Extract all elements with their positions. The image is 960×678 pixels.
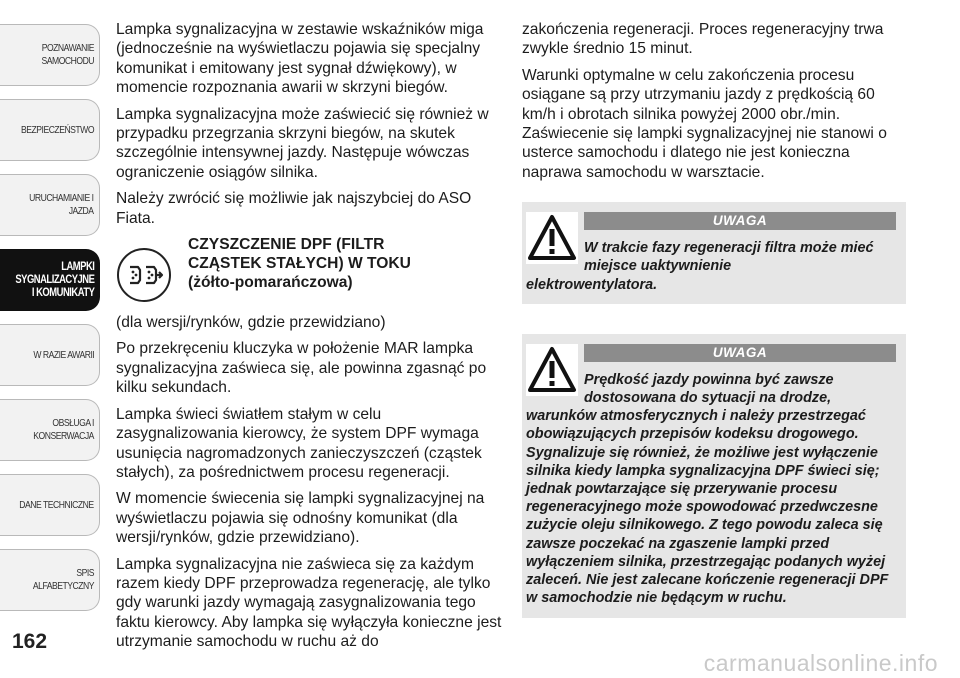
tab-lampki-sygnalizacyjne[interactable] xyxy=(0,249,100,311)
warning-box xyxy=(522,202,906,304)
warning-triangle-icon xyxy=(526,212,578,264)
tab-label: BEZPIECZEŃSTWO xyxy=(20,123,94,136)
page-number: 162 xyxy=(12,630,48,653)
dpf-filter-icon xyxy=(116,247,172,303)
section-title xyxy=(188,235,411,292)
paragraph: W momencie świecenia się lampki sygnalizacyjnej na wyświetlaczu pojawia się odnośny komunikat (dla wersji/rynków, gdzie przewidziano). xyxy=(116,490,485,547)
warning-box xyxy=(522,334,906,618)
warning-title: UWAGA xyxy=(584,344,896,362)
tab-label: DANE TECHNICZNE xyxy=(19,498,94,511)
warning-text: W trakcie fazy regeneracji filtra może mieć miejsce uaktywnienie xyxy=(584,240,874,275)
heading-line: CZĄSTEK STAŁYCH) W TOKU xyxy=(188,255,411,273)
tab-poznawanie-samochodu[interactable] xyxy=(0,24,100,86)
tab-label: POZNAWANIE SAMOCHODU xyxy=(41,42,94,67)
paragraph: zakończenia regeneracji. Proces regeneracyjny trwa zwykle średnio 15 minut. xyxy=(522,21,884,58)
warning-text: elektrowentylatora. xyxy=(526,276,658,293)
tab-spis-alfabetyczny[interactable] xyxy=(0,549,100,611)
right-column xyxy=(522,20,906,618)
tab-bezpieczenstwo[interactable] xyxy=(0,99,100,161)
tab-label: OBSŁUGA I KONSERWACJA xyxy=(33,417,94,442)
tab-w-razie-awarii[interactable] xyxy=(0,324,100,386)
warning-text: warunków atmosferycznych i należy przestrzegać obowiązujących przepisów kodeksu drogowego. Sygnalizuje się również, że możliwe jest wyłączenie silnika kiedy lampka sygnalizacyjna DPF świeci się; jednak powtarzające się przerywanie procesu regeneracyjnego może spowodować przedwczesne zużycie oleju silnikowego. Z tego powodu zaleca się zawsze poczekać na zgaszenie lampki przed wyłączeniem silnika, przestrzegając podanych wyżej zaleceń. Nie jest zalecane kończenie regeneracji DPF w samochodzie nie będącym w ruchu. xyxy=(526,408,889,607)
paragraph: (dla wersji/rynków, gdzie przewidziano) xyxy=(116,314,386,332)
paragraph: Lampka świeci światłem stałym w celu zasygnalizowania kierowcy, że system DPF wymaga usunięcia nagromadzonych zanieczyszczeń (cząstek stałych), za pośrednictwem procesu regeneracji. xyxy=(116,405,482,481)
heading-line: (żółto-pomarańczowa) xyxy=(188,274,353,292)
paragraph: Lampka sygnalizacyjna może zaświecić się również w przypadku przegrzania skrzyni biegów, na skutek szczególnie intensywnej jazdy. Następuje wówczas ograniczenie osiągów silnika. xyxy=(116,105,489,181)
paragraph: Po przekręceniu kluczyka w położenie MAR lampka sygnalizacyjna zaświeca się, ale powinna zgasnąć po kilku sekundach. xyxy=(116,340,487,397)
tab-dane-techniczne[interactable] xyxy=(0,474,100,536)
paragraph: Należy zwrócić się możliwie jak najszybciej do ASO Fiata. xyxy=(116,190,472,227)
tab-obsluga-i-konserwacja[interactable] xyxy=(0,399,100,461)
paragraph: Lampka sygnalizacyjna nie zaświeca się za każdym razem kiedy DPF przeprowadza regenerację, ale tylko gdy warunki jazdy wymagają zasygnalizowania tego faktu kierowcy. Aby lampka się wyłączyła konieczne jest utrzymanie samochodu w ruchu aż do xyxy=(116,555,502,651)
warning-text: Prędkość jazdy powinna być zawsze dostosowana do sytuacji na drodze, xyxy=(584,371,834,407)
tab-label: W RAZIE AWARII xyxy=(33,348,94,361)
warning-title: UWAGA xyxy=(584,212,896,230)
heading-line: CZYSZCZENIE DPF (FILTR xyxy=(188,236,385,254)
warning-triangle-icon xyxy=(526,344,578,396)
paragraph: Lampka sygnalizacyjna w zestawie wskaźników miga (jednocześnie na wyświetlaczu pojawia się specjalny komunikat i emitowany jest sygnał dźwiękowy), w momencie rozpoznania awarii w skrzyni biegów. xyxy=(116,21,484,97)
left-column xyxy=(116,20,502,659)
watermark: carmanualsonline.info xyxy=(703,650,938,676)
tab-label: URUCHAMIANIE I JAZDA xyxy=(29,192,94,217)
paragraph: Warunki optymalne w celu zakończenia procesu osiągane są przy utrzymaniu jazdy z prędkością 60 km/h i obrotach silnika powyżej 2000 obr./min. Zaświecenie się lampki sygnalizacyjnej nie stanowi o usterce samochodu i dlatego nie jest konieczna naprawa samochodu w warsztacie. xyxy=(522,66,887,181)
tab-label: LAMPKI SYGNALIZACYJNE I KOMUNIKATY xyxy=(14,260,94,299)
tab-label: SPIS ALFABETYCZNY xyxy=(32,567,94,592)
section-heading xyxy=(116,235,502,305)
tab-uruchamianie-i-jazda[interactable] xyxy=(0,174,100,236)
